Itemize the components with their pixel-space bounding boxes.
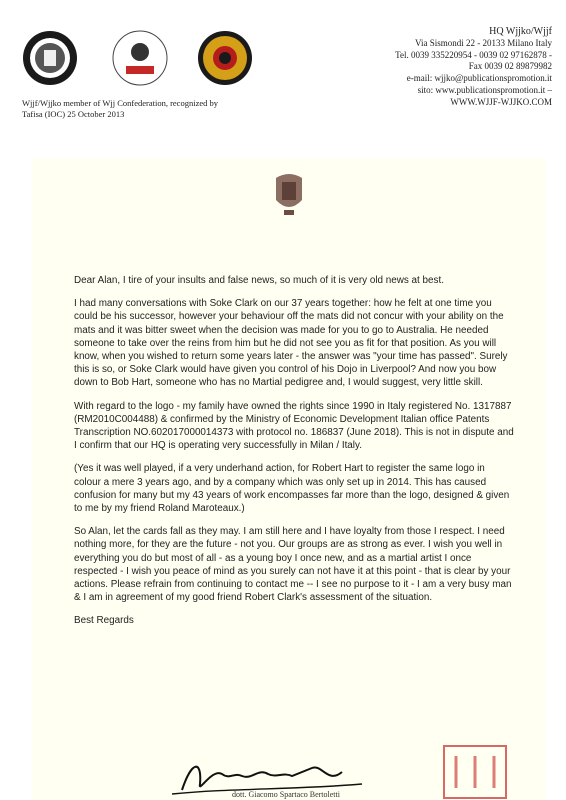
soke-clark-seal-logo [112, 30, 168, 86]
paragraph-greeting: Dear Alan, I tire of your insults and false news, so much of it is very old news at best. [74, 275, 444, 286]
paragraph-closing: So Alan, let the cards fall as they may. I am still here and I have loyalty from those I respect. I need nothing more, for they are the future - not you. Our groups are as strong as ever. I wish you well in everything you do but most of all - as a young boy I once new, and as a martial artist I once respected - I wish you peace of mind as you surely can not have it at this point - that is clear by your actions. Please refrain from continuing to contact me -- I see no purpose to it - I am a very busy man & I am in agreement of my good friend Robert Clark's assessment of the situation. [74, 526, 512, 604]
address-line: Via Sismondi 22 - 20133 Milano Italy [415, 37, 552, 48]
paragraph-logo-rights: With regard to the logo - my family have owned the rights since 1990 in Italy registered No. 1317887 (RM2010C004488) & confirmed by the Ministry of Economic Development Italian office Patents Transcription NO.602017000014373 with protocol no. 186837 (June 2018). This is not in dispute and I confirm that our HQ is operating very successfully in Milan / Italy. [74, 400, 514, 452]
paragraph-hart-registration: (Yes it was well played, if a very underhand action, for Robert Hart to register the same logo in colour a mere 3 years ago, and by a company which was only set up in 2014. This has caused confusion for many but my 43 years of work encompasses far more than the logo, designed & given to me by my friend Roland Maroteaux.) [74, 463, 510, 515]
fax-line: Fax 0039 02 89879982 [468, 61, 552, 72]
contact-block [302, 26, 552, 109]
letter-page [32, 158, 546, 800]
site-line: sito: www.publicationspromotion.it – [417, 84, 552, 95]
sign-off: Best Regards [74, 615, 134, 627]
signatory-name: dott. Giacomo Spartaco Bertoletti [232, 790, 340, 799]
family-crest-icon [272, 170, 306, 218]
logo-row [22, 30, 262, 90]
dragon-emblem-logo [197, 30, 253, 86]
web-line: WWW.WJJF-WJJKO.COM [450, 96, 552, 107]
red-seal-stamp [442, 744, 508, 800]
federation-seal-logo [22, 30, 78, 86]
membership-note: Wjjf/Wjjko member of Wjj Confederation, recognized by Tafisa (IOC) 25 October 2013 [22, 98, 218, 119]
letterhead [0, 0, 566, 150]
paragraph-history: I had many conversations with Soke Clark on our 37 years together: how he felt at one time you could be his successor, however your behaviour off the mats did not concur with your ability on the mats and it was bitter sweet when the decision was made for you to go to Australia. He needed someone to take over the reins from him but he did not see you as fit for that position. As you will know, when you wished to return some years later - the answer was "your time has passed". Surely this is so, or Soke Clark would have given you control of his Dojo in Liverpool? And now you bow down to Bob Hart, someone who has no Martial pedigree and, I would suggest, very little skill. [74, 298, 508, 389]
email-line: e-mail: wjjko@publicationspromotion.it [406, 73, 552, 84]
phone-line: Tel. 0039 335220954 - 0039 02 97162878 - [395, 49, 552, 60]
hq-line: HQ Wjjko/Wjjf [489, 26, 552, 37]
letter-body [74, 274, 514, 638]
